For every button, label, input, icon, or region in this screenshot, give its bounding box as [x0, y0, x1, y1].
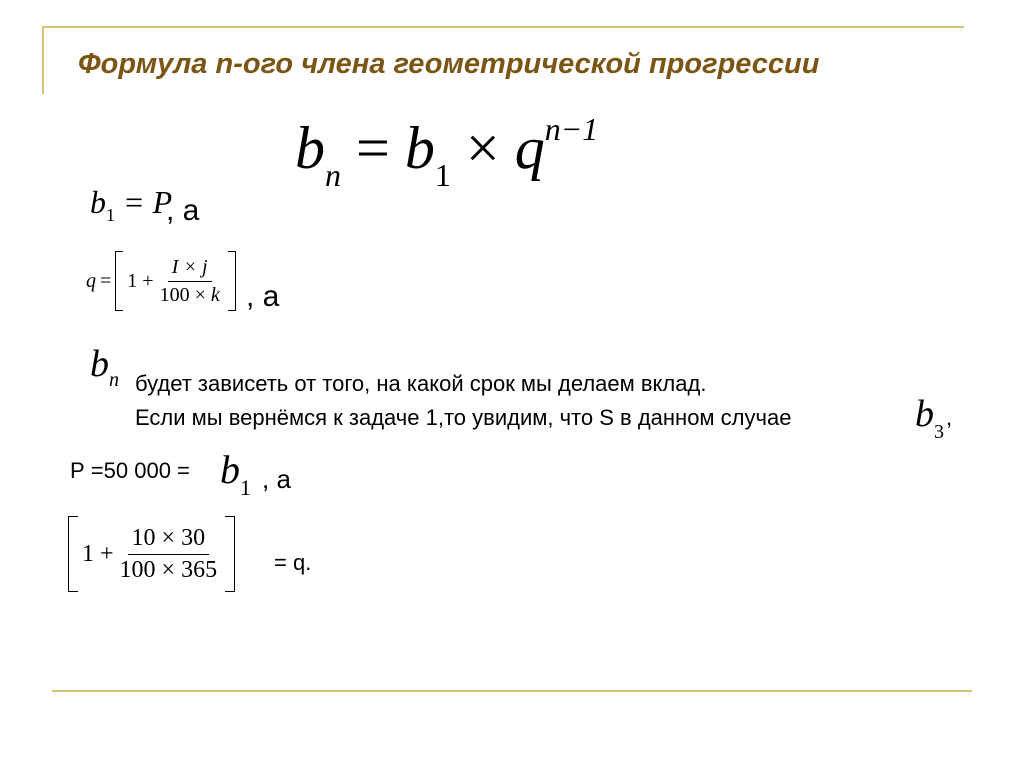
- main-b: b: [295, 115, 325, 181]
- q-tail: , а: [246, 280, 280, 313]
- q-example-numerator: 10 × 30: [128, 525, 210, 555]
- bn-sub: n: [109, 369, 119, 391]
- b3-sub: 3: [934, 421, 944, 443]
- b3-symbol: [915, 392, 944, 443]
- q-fraction: [156, 256, 224, 307]
- q-example-formula: [68, 514, 235, 594]
- p-b1-sub: 1: [240, 475, 251, 500]
- q-bracket-content: [123, 256, 227, 307]
- bn-text-line-2: Если мы вернёмся к задаче 1,то увидим, что S в данном случае: [135, 405, 792, 430]
- main-times: ×: [465, 115, 500, 181]
- frame-bottom-line: [52, 690, 972, 692]
- q-example-bracket: [68, 514, 235, 594]
- q-den-num: 100 ×: [159, 283, 206, 306]
- bn-text-line-1: будет зависеть от того, на какой срок мы делаем вклад.: [135, 371, 707, 396]
- q-formula: [86, 250, 236, 312]
- right-bracket: [225, 516, 235, 592]
- q-numerator: I × j: [168, 256, 212, 282]
- b1-formula: [90, 184, 173, 225]
- bn-var: b: [90, 343, 109, 385]
- q-one-plus: 1 +: [127, 269, 154, 292]
- main-b1: b: [404, 115, 435, 181]
- q-den-var: k: [210, 283, 220, 306]
- b3-tail: ,: [946, 405, 953, 430]
- p-b1-symbol: [220, 446, 251, 500]
- q-example-content: [78, 525, 225, 584]
- left-bracket: [115, 251, 123, 311]
- p-value-text: Р =50 000 =: [70, 458, 190, 483]
- main-eq: =: [356, 115, 390, 181]
- q-example-denominator: 100 × 365: [119, 556, 218, 583]
- b1-var: b: [90, 184, 106, 220]
- main-sub-n: n: [325, 157, 341, 193]
- main-exp: n−1: [544, 111, 599, 147]
- b3-var: b: [915, 393, 934, 435]
- slide-title: Формула n-ого члена геометрической прогрессии: [78, 48, 820, 80]
- main-q: q: [514, 115, 545, 181]
- q-example-fraction: [116, 525, 222, 584]
- b1-eq-p: = P: [123, 184, 173, 220]
- q-bracket: [115, 250, 235, 312]
- p-b1-var: b: [220, 447, 240, 492]
- q-var: q: [86, 269, 96, 292]
- frame-top-line: [42, 26, 964, 28]
- main-formula: [295, 111, 599, 193]
- bn-symbol: [90, 342, 119, 391]
- q-denominator: [156, 282, 224, 307]
- b1-tail: , а: [166, 194, 200, 227]
- frame-left-line: [42, 26, 44, 94]
- q-example-one-plus: 1 +: [82, 540, 114, 567]
- left-bracket: [68, 516, 78, 592]
- right-bracket: [228, 251, 236, 311]
- main-sub-1: 1: [434, 157, 451, 193]
- p-tail: , а: [262, 464, 291, 494]
- b1-sub: 1: [106, 205, 115, 225]
- q-eq: =: [100, 269, 112, 292]
- q-example-tail: = q.: [274, 550, 312, 575]
